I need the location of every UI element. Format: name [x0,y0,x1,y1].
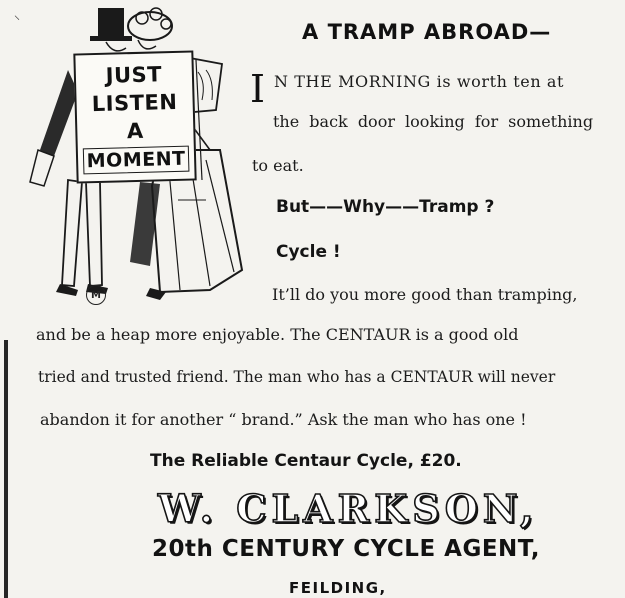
sign-word: JUST [105,62,163,88]
print-speck: ⸜ [14,8,21,22]
body-line: abandon it for another “ brand.” Ask the man who has one ! [40,410,527,429]
body-line: and be a heap more enjoyable. The CENTAUR is a good old [36,325,519,344]
dealer-name: W. CLARKSON, [158,486,539,531]
dealer-town: FEILDING, [289,579,387,597]
artist-monogram: M [86,285,106,305]
body-line: N THE MORNING is worth ten at [274,72,565,91]
couple-illustration [10,0,250,312]
sign-word: A [126,118,145,144]
body-line: tried and trusted friend. The man who has a CENTAUR will never [38,368,556,386]
sign-word: MOMENT [82,146,189,175]
drop-cap: I [250,67,266,111]
headline: A TRAMP ABROAD— [302,20,552,44]
body-line: the back door looking for something [273,112,594,131]
sign-word: LISTEN [91,89,178,117]
sign-board [73,50,196,183]
body-line: to eat. [252,156,304,175]
question-line: But——Why——Tramp ? [276,197,495,217]
dealer-title: 20th CENTURY CYCLE AGENT, [152,536,540,562]
answer-line: Cycle ! [276,242,341,262]
body-line: It’ll do you more good than tramping, [272,285,578,304]
price-line: The Reliable Centaur Cycle, £20. [150,451,462,471]
column-border [4,340,8,598]
